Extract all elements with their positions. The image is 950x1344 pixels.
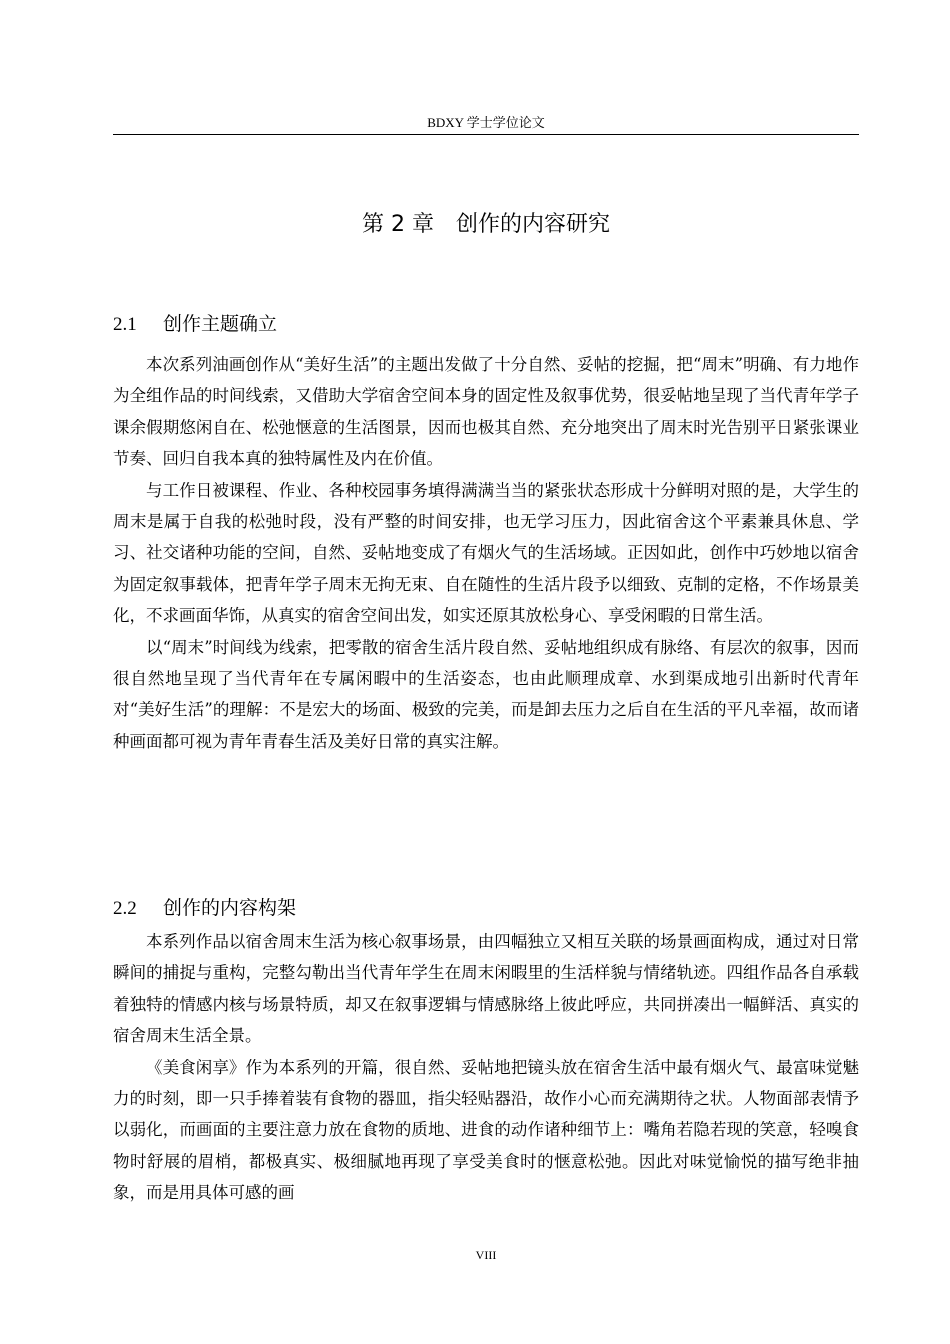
section-number: 2.1 <box>113 314 137 335</box>
paragraph: 本次系列油画创作从“美好生活”的主题出发做了十分自然、妥帖的挖掘，把“周末”明确、有力地作为全组作品的时间线索，又借助大学宿舍空间本身的固定性及叙事优势，很妥帖地呈现了当代青年学子课余假期悠闲自在、松弛惬意的生活图景，因而也极其自然、充分地突出了周末时光告别平日紧张课业节奏、回归自我本真的独特属性及内在价值。 <box>113 355 859 469</box>
section-body-2-1 <box>113 349 859 757</box>
section-title-text: 创作主题确立 <box>163 313 278 335</box>
page-number: VIII <box>475 1248 497 1262</box>
paragraph: 本系列作品以宿舍周末生活为核心叙事场景，由四幅独立又相互关联的场景画面构成，通过对日常瞬间的捕捉与重构，完整勾勒出当代青年学生在周末闲暇里的生活样貌与情绪轨迹。四组作品各自承载着独特的情感内核与场景特质，却又在叙事逻辑与情感脉络上彼此呼应，共同拼凑出一幅鲜活、真实的宿舍周末生活全景。 <box>113 932 859 1046</box>
paragraph: 《美食闲享》作为本系列的开篇，很自然、妥帖地把镜头放在宿舍生活中最有烟火气、最富味觉魅力的时刻，即一只手捧着装有食物的器皿，指尖轻贴器沿，故作小心而充满期待之状。人物面部表情予以弱化，而画面的主要注意力放在食物的质地、进食的动作诸种细节上：嘴角若隐若现的笑意，轻嗅食物时舒展的眉梢，都极真实、极细腻地再现了享受美食时的惬意松弛。因此对味觉愉悦的描写绝非抽象，而是用具体可感的画 <box>113 1057 859 1203</box>
section-title-text: 创作的内容构架 <box>163 897 297 919</box>
section-heading-2-2 <box>113 895 296 922</box>
running-header: BDXY 学士学位论文 <box>113 116 859 135</box>
section-heading-2-1 <box>113 311 277 338</box>
chapter-title: 第 2 章 创作的内容研究 <box>362 212 610 237</box>
paragraph: 以“周末”时间线为线索，把零散的宿舍生活片段自然、妥帖地组织成有脉络、有层次的叙事，因而很自然地呈现了当代青年在专属闲暇中的生活姿态，也由此顺理成章、水到渠成地引出新时代青年对“美好生活”的理解：不是宏大的场面、极致的完美，而是卸去压力之后自在生活的平凡幸福，故而诸种画面都可视为青年青春生活及美好日常的真实注解。 <box>113 637 859 751</box>
section-number: 2.2 <box>113 898 137 919</box>
paragraph: 与工作日被课程、作业、各种校园事务填得满满当当的紧张状态形成十分鲜明对照的是，大学生的周末是属于自我的松弛时段，没有严整的时间安排，也无学习压力，因此宿舍这个平素兼具休息、学习、社交诸种功能的空间，自然、妥帖地变成了有烟火气的生活场域。正因如此，创作中巧妙地以宿舍为固定叙事载体，把青年学子周末无拘无束、自在随性的生活片段予以细致、克制的定格，不作场景美化，不求画面华饰，从真实的宿舍空间出发，如实还原其放松身心、享受闲暇的日常生活。 <box>113 480 859 626</box>
section-body-2-2 <box>113 926 859 1209</box>
